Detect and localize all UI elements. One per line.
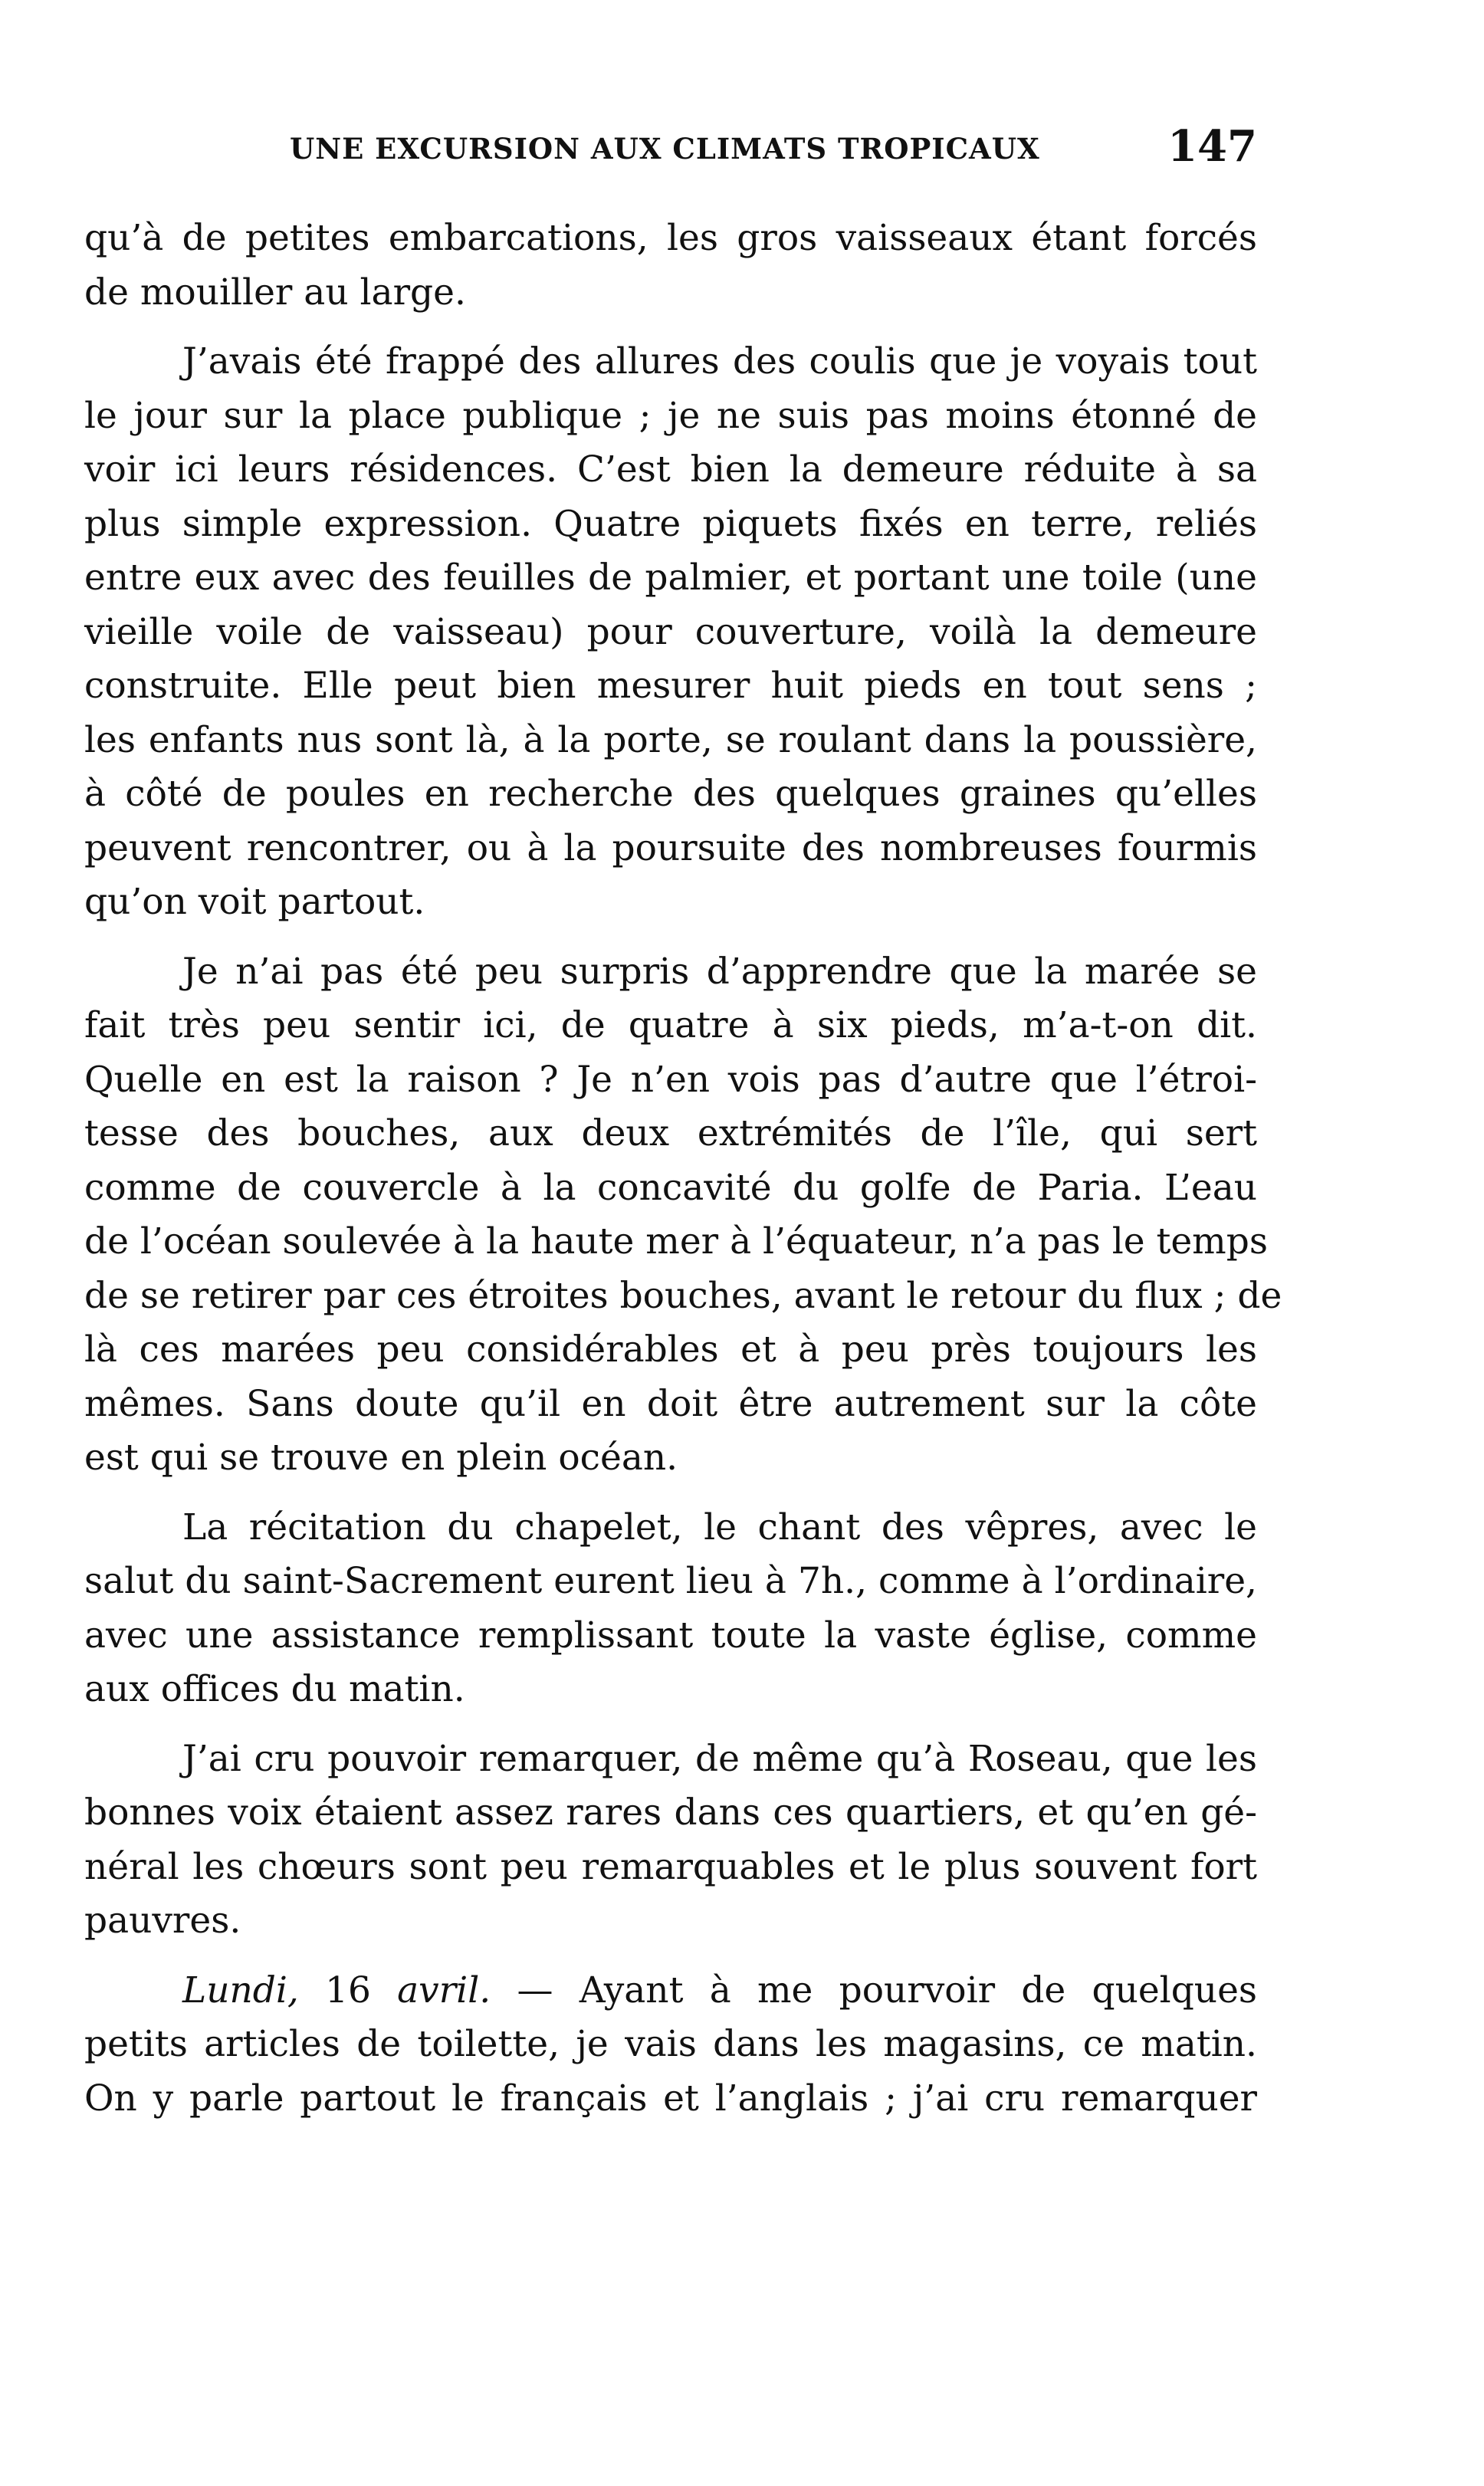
dated-entry-lead (84, 1964, 1257, 2018)
running-title: UNE EXCURSION AUX CLIMATS TROPICAUX (290, 132, 1040, 166)
entry-month: avril. (397, 1969, 491, 2011)
running-head (84, 121, 1257, 175)
text-line: peuvent rencontrer, ou à la poursuite des nombreuses fourmis (84, 826, 1257, 869)
text-line: entre eux avec des feuilles de palmier, et portant une toile (une (84, 557, 1257, 599)
text-line: J’ai cru pouvoir remarquer, de même qu’à Roseau, que les (182, 1737, 1257, 1780)
text-line: de mouiller au large. (84, 271, 466, 314)
paragraph-5 (84, 1732, 1257, 1949)
text-line: avec une assistance remplissant toute la vaste église, comme (84, 1614, 1257, 1657)
text-line: pauvres. (84, 1900, 241, 1942)
text-line: tesse des bouches, aux deux extrémités de l’île, qui sert (84, 1112, 1257, 1154)
text-line: fait très peu sentir ici, de quatre à six pieds, m’a-t-on dit. (84, 1004, 1257, 1046)
entry-weekday: Lundi, (182, 1969, 299, 2011)
text-line: de l’océan soulevée à la haute mer à l’équateur, n’a pas le temps (84, 1220, 1268, 1263)
text-line: La récitation du chapelet, le chant des vêpres, avec le (182, 1506, 1257, 1548)
paragraph-3 (84, 945, 1282, 1486)
text-line: comme de couvercle à la concavité du golfe de Paria. L’eau (84, 1166, 1257, 1209)
text-line: mêmes. Sans doute qu’il en doit être autrement sur la côte (84, 1382, 1257, 1425)
entry-lead-text: — Ayant à me pourvoir de quelques (491, 1969, 1257, 2011)
text-line: là ces marées peu considérables et à peu près toujours les (84, 1328, 1257, 1371)
text-line: les enfants nus sont là, à la porte, se roulant dans la poussière, (84, 718, 1257, 761)
text-line: salut du saint-Sacrement eurent lieu à 7h., comme à l’ordinaire, (84, 1560, 1257, 1602)
text-line: aux offices du matin. (84, 1668, 465, 1710)
text-line: le jour sur la place publique ; je ne suis pas moins étonné de (84, 394, 1257, 437)
text-line: Je n’ai pas été peu surpris d’apprendre que la marée se (182, 950, 1257, 993)
text-line: qu’à de petites embarcations, les gros vaisseaux étant forcés (84, 217, 1257, 259)
paragraph-6 (84, 1964, 1257, 2126)
page-number: 147 (1167, 121, 1257, 172)
text-line: voir ici leurs résidences. C’est bien la demeure réduite à sa (84, 448, 1257, 491)
text-line: plus simple expression. Quatre piquets fixés en terre, reliés (84, 502, 1257, 545)
text-line: vieille voile de vaisseau) pour couverture, voilà la demeure (84, 610, 1257, 653)
body-text (84, 212, 1282, 2126)
text-line: petits articles de toilette, je vais dans les magasins, ce matin. (84, 2023, 1257, 2065)
text-line: J’avais été frappé des allures des coulis que je voyais tout (182, 340, 1257, 383)
text-line: construite. Elle peut bien mesurer huit pieds en tout sens ; (84, 665, 1257, 707)
text-line: à côté de poules en recherche des quelques graines qu’elles (84, 773, 1257, 815)
paragraph-4 (84, 1501, 1257, 1717)
text-line: On y parle partout le français et l’anglais ; j’ai cru remarquer (84, 2077, 1257, 2120)
paragraph-2 (84, 335, 1257, 930)
text-line: bonnes voix étaient assez rares dans ces quartiers, et qu’en gé- (84, 1791, 1257, 1834)
text-line: qu’on voit partout. (84, 881, 425, 923)
paragraph-1 (84, 212, 1257, 320)
text-line: néral les chœurs sont peu remarquables et le plus souvent fort (84, 1845, 1257, 1888)
text-line: Quelle en est la raison ? Je n’en vois pas d’autre que l’étroi- (84, 1058, 1257, 1101)
entry-day: 16 (298, 1969, 398, 2011)
text-line: est qui se trouve en plein océan. (84, 1437, 678, 1479)
text-line: de se retirer par ces étroites bouches, avant le retour du flux ; de (84, 1274, 1282, 1317)
